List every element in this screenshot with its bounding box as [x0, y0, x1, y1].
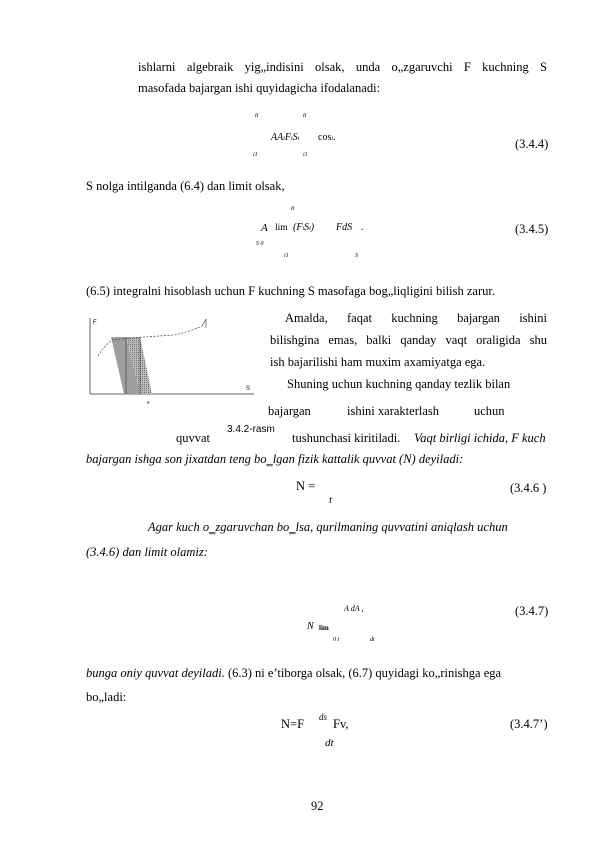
page-number: 92: [311, 799, 324, 813]
text-line: [86, 666, 501, 681]
figure-caption: 3.4.2-rasm: [227, 424, 275, 435]
text-line: ishlarni algebraik yig„indisini olsak, unda o„zgaruvchi F kuchning S: [138, 60, 547, 74]
eq-body: A: [261, 222, 268, 234]
text-line: ish bajarilishi ham muxim axamiyatga ega.: [270, 355, 486, 369]
text-line: tushunchasi kiritiladi.: [292, 431, 401, 445]
eq-subscript: i1: [303, 152, 308, 158]
eq-args: (FiSi): [293, 222, 315, 233]
equation-number: (3.4.4): [515, 137, 549, 151]
text-rest: (6.3) ni e’tiborga olsak, (6.7) quyidagi ko„rinishga ega: [224, 666, 502, 680]
equation-number: (3.4.7’): [510, 717, 548, 731]
word: bajargan: [268, 404, 311, 418]
eq-integral-body: FdS: [336, 222, 353, 233]
eq-body: N=F: [281, 717, 305, 731]
text-line: quvvat: [176, 431, 211, 445]
eq-denominator: t: [329, 494, 333, 506]
text-line-italic: Vaqt birligi ichida, F kuch: [414, 431, 546, 445]
eq-dot: .: [361, 222, 364, 233]
eq-lim: lim: [275, 223, 288, 233]
eq-body: N =: [296, 479, 316, 493]
text-line-italic: bajargan ishga son jixatdan teng bo‗lgan fizik kattalik quvvat (N) deyiladi:: [86, 452, 464, 466]
eq-body: AAiFiSi: [271, 132, 300, 143]
curve-end: [202, 319, 206, 326]
eq-numerator: A dA ,: [344, 604, 364, 613]
eq-lim: lim: [319, 624, 329, 632]
eq-subscript: 0 t: [333, 637, 340, 643]
eq-subscript: i1: [253, 152, 258, 158]
axis-label-f: F: [93, 320, 97, 326]
eq-superscript: n: [255, 111, 259, 119]
eq-subscript: dt: [370, 637, 375, 643]
eq-frac-top: ds: [319, 712, 328, 722]
axis-label-s: S: [246, 386, 251, 392]
eq-subscript: S 0: [256, 241, 264, 247]
equation-number: (3.4.5): [515, 222, 549, 236]
text-line: ishini xarakterlash: [347, 404, 439, 418]
text-line: Amalda, faqat kuchning bajargan ishini: [285, 311, 547, 325]
text-line: bilishgina emas, balki qanday vaqt oraligida shu: [270, 333, 547, 347]
text-line: Shuning uchun kuchning qanday tezlik bilan: [287, 377, 511, 391]
figure-force-distance: [84, 314, 264, 408]
eq-body: N: [307, 621, 314, 632]
eq-subscript: i1: [284, 253, 289, 259]
italic-phrase: bunga oniy quvvat deyiladi.: [86, 666, 225, 680]
equation-number: (3.4.7): [515, 604, 549, 618]
text-line: bo„ladi:: [86, 690, 127, 704]
force-distance-graph: [84, 314, 264, 408]
eq-subscript: S: [355, 253, 358, 259]
equation-number: (3.4.6 ): [510, 481, 547, 495]
eq-cos: cosi.: [318, 132, 336, 143]
eq-frac-bottom: dt: [325, 737, 334, 749]
figure-small-label: s: [147, 400, 150, 406]
text-line-italic: Agar kuch o‗zgaruvchan bo‗lsa, qurilmaning quvvatini aniqlash uchun: [148, 520, 508, 534]
text-line: uchun: [474, 404, 505, 418]
text-line: masofada bajargan ishi quyidagicha ifodalanadi:: [138, 81, 381, 95]
text-line: [268, 404, 311, 419]
text-line: S nolga intilganda (6.4) dan limit olsak,: [86, 179, 285, 193]
text-line-italic: (3.4.6) dan limit olamiz:: [86, 545, 208, 559]
eq-superscript: n: [303, 111, 307, 119]
text-line: (6.5) integralni hisoblash uchun F kuchning S masofaga bog„liqligini bilish zarur.: [86, 284, 495, 298]
eq-superscript: n: [291, 204, 295, 212]
eq-rhs: Fv,: [333, 717, 349, 731]
